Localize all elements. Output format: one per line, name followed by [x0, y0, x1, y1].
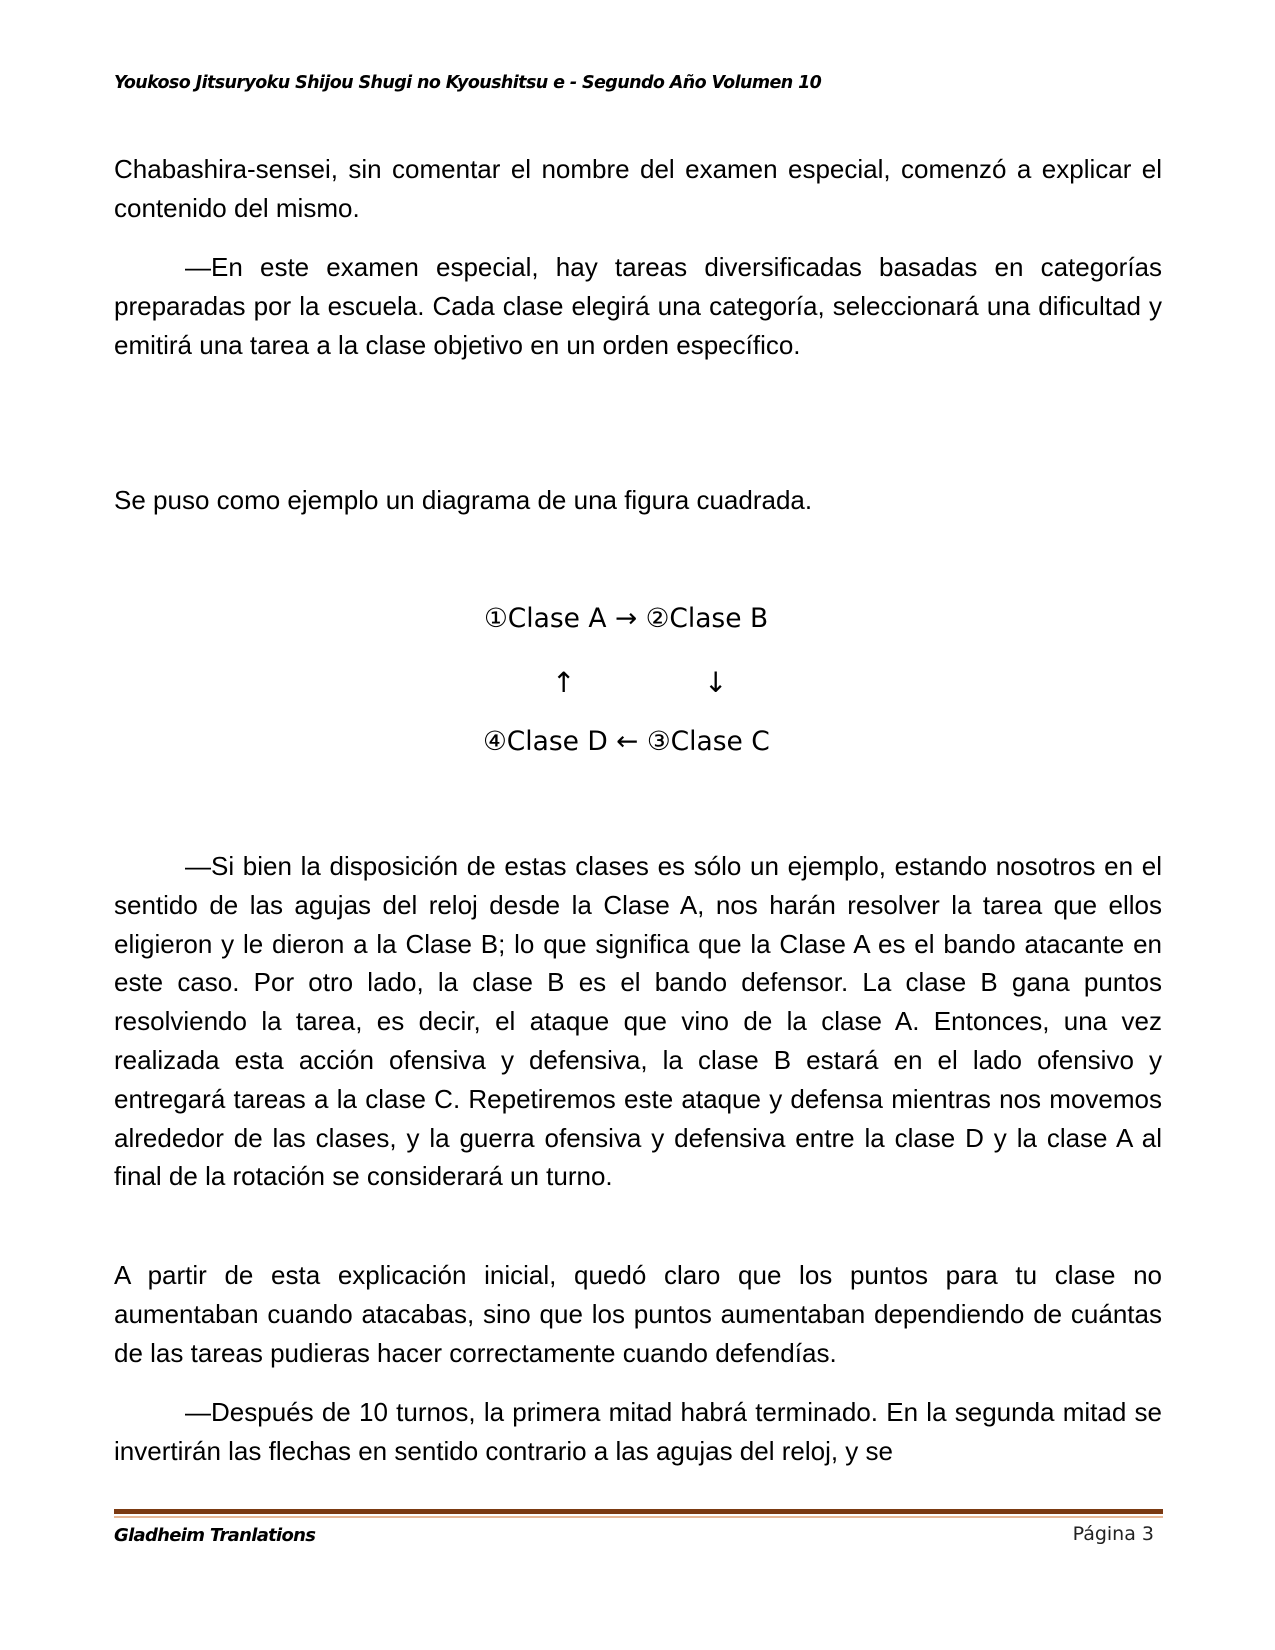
up-arrow-icon: ↑: [552, 666, 576, 699]
footer-credit: Gladheim Tranlations: [114, 1525, 316, 1546]
page-number: Página 3: [1072, 1523, 1154, 1545]
paragraph-exam-description: —En este examen especial, hay tareas diversificadas basadas en categorías preparadas por la escuela. Cada clase elegirá una categoría, seleccionará una dificultad y emitirá una tarea a la clase objetivo en un orden específico.: [114, 252, 1162, 360]
paragraph-intro: Chabashira-sensei, sin comentar el nombre del examen especial, comenzó a explicar el contenido del mismo.: [114, 154, 1162, 223]
footer-divider: [114, 1509, 1163, 1514]
page-header-title: Youkoso Jitsuryoku Shijou Shugi no Kyoushitsu e - Segundo Año Volumen 10: [114, 73, 822, 93]
paragraph-rotation-explanation: —Si bien la disposición de estas clases es sólo un ejemplo, estando nosotros en el sentido de las agujas del reloj desde la Clase A, nos harán resolver la tarea que ellos eligieron y le dieron a la Clase B; lo que significa que la Clase A es el bando atacante en este caso. Por otro lado, la clase B es el bando defensor. La clase B gana puntos resolviendo la tarea, es decir, el ataque que vino de la clase A. Entonces, una vez realizada esta acción ofensiva y defensiva, la clase B estará en el lado ofensivo y entregará tareas a la clase C. Repetiremos este ataque y defensa mientras nos movemos alrededor de las clases, y la guerra ofensiva y defensiva entre la clase D y la clase A al final de la rotación se considerará un turno.: [114, 851, 1162, 1192]
paragraph-second-half: —Después de 10 turnos, la primera mitad habrá terminado. En la segunda mitad se invertirán las flechas en sentido contrario a las agujas del reloj, y se: [114, 1397, 1162, 1466]
footer-divider-accent: [114, 1516, 1163, 1518]
diagram-top-row: ①Clase A → ②Clase B: [484, 603, 769, 634]
down-arrow-icon: ↓: [704, 666, 728, 699]
paragraph-points-explanation: A partir de esta explicación inicial, quedó claro que los puntos para tu clase no aumentaban cuando atacabas, sino que los puntos aumentaban dependiendo de cuántas de las tareas pudieras hacer correctamente cuando defendías.: [114, 1260, 1162, 1368]
paragraph-diagram-intro: Se puso como ejemplo un diagrama de una figura cuadrada.: [114, 485, 813, 515]
diagram-bottom-row: ④Clase D ← ③Clase C: [483, 726, 770, 757]
